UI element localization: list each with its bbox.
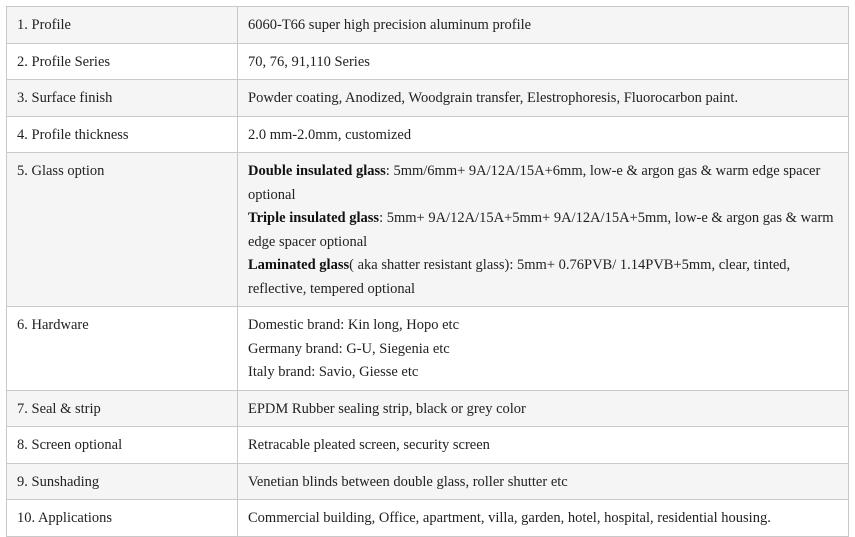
- laminated-glass-text: ( aka shatter resistant glass): 5mm+ 0.76PVB/ 1.14PVB+5mm, clear, tinted, reflective, tempered optional: [248, 257, 791, 297]
- row-value: 70, 76, 91,110 Series: [238, 43, 849, 80]
- row-value: Retracable pleated screen, security screen: [238, 427, 849, 464]
- row-label: 8. Screen optional: [7, 427, 238, 464]
- table-row: [7, 390, 849, 427]
- row-value: Venetian blinds between double glass, roller shutter etc: [238, 463, 849, 500]
- row-label: 6. Hardware: [7, 307, 238, 391]
- double-glass-line: [248, 160, 838, 207]
- table-row: [7, 7, 849, 44]
- hardware-value: [238, 307, 849, 391]
- laminated-glass-line: [248, 254, 838, 301]
- double-glass-text: : 5mm/6mm+ 9A/12A/15A+6mm, low-e & argon gas & warm edge spacer optional: [248, 163, 821, 203]
- row-value: Powder coating, Anodized, Woodgrain transfer, Elestrophoresis, Fluorocarbon paint.: [238, 80, 849, 117]
- row-value: 6060-T66 super high precision aluminum profile: [238, 7, 849, 44]
- row-label: 9. Sunshading: [7, 463, 238, 500]
- row-label: 10. Applications: [7, 500, 238, 537]
- spec-table: [6, 6, 849, 537]
- table-row: [7, 80, 849, 117]
- row-label: 1. Profile: [7, 7, 238, 44]
- table-row: [7, 116, 849, 153]
- row-label: 5. Glass option: [7, 153, 238, 307]
- hardware-line: Domestic brand: Kin long, Hopo etc: [248, 317, 460, 333]
- table-row: [7, 43, 849, 80]
- row-value: Commercial building, Office, apartment, villa, garden, hotel, hospital, residential housing.: [238, 500, 849, 537]
- table-row: [7, 153, 849, 307]
- triple-glass-line: [248, 207, 838, 254]
- triple-glass-text: : 5mm+ 9A/12A/15A+5mm+ 9A/12A/15A+5mm, low-e & argon gas & warm edge spacer optional: [248, 210, 834, 250]
- table-row: [7, 463, 849, 500]
- hardware-line: Italy brand: Savio, Giesse etc: [248, 364, 419, 380]
- laminated-glass-title: Laminated glass: [248, 257, 350, 273]
- row-value: EPDM Rubber sealing strip, black or grey color: [238, 390, 849, 427]
- hardware-line: Germany brand: G-U, Siegenia etc: [248, 340, 450, 357]
- row-label: 2. Profile Series: [7, 43, 238, 80]
- table-row: [7, 307, 849, 391]
- triple-glass-title: Triple insulated glass: [248, 210, 380, 226]
- row-label: 4. Profile thickness: [7, 116, 238, 153]
- double-glass-title: Double insulated glass: [248, 163, 386, 179]
- row-value: 2.0 mm-2.0mm, customized: [238, 116, 849, 153]
- glass-option-value: [238, 153, 849, 307]
- table-row: [7, 500, 849, 537]
- row-label: 3. Surface finish: [7, 80, 238, 117]
- table-row: [7, 427, 849, 464]
- row-label: 7. Seal & strip: [7, 390, 238, 427]
